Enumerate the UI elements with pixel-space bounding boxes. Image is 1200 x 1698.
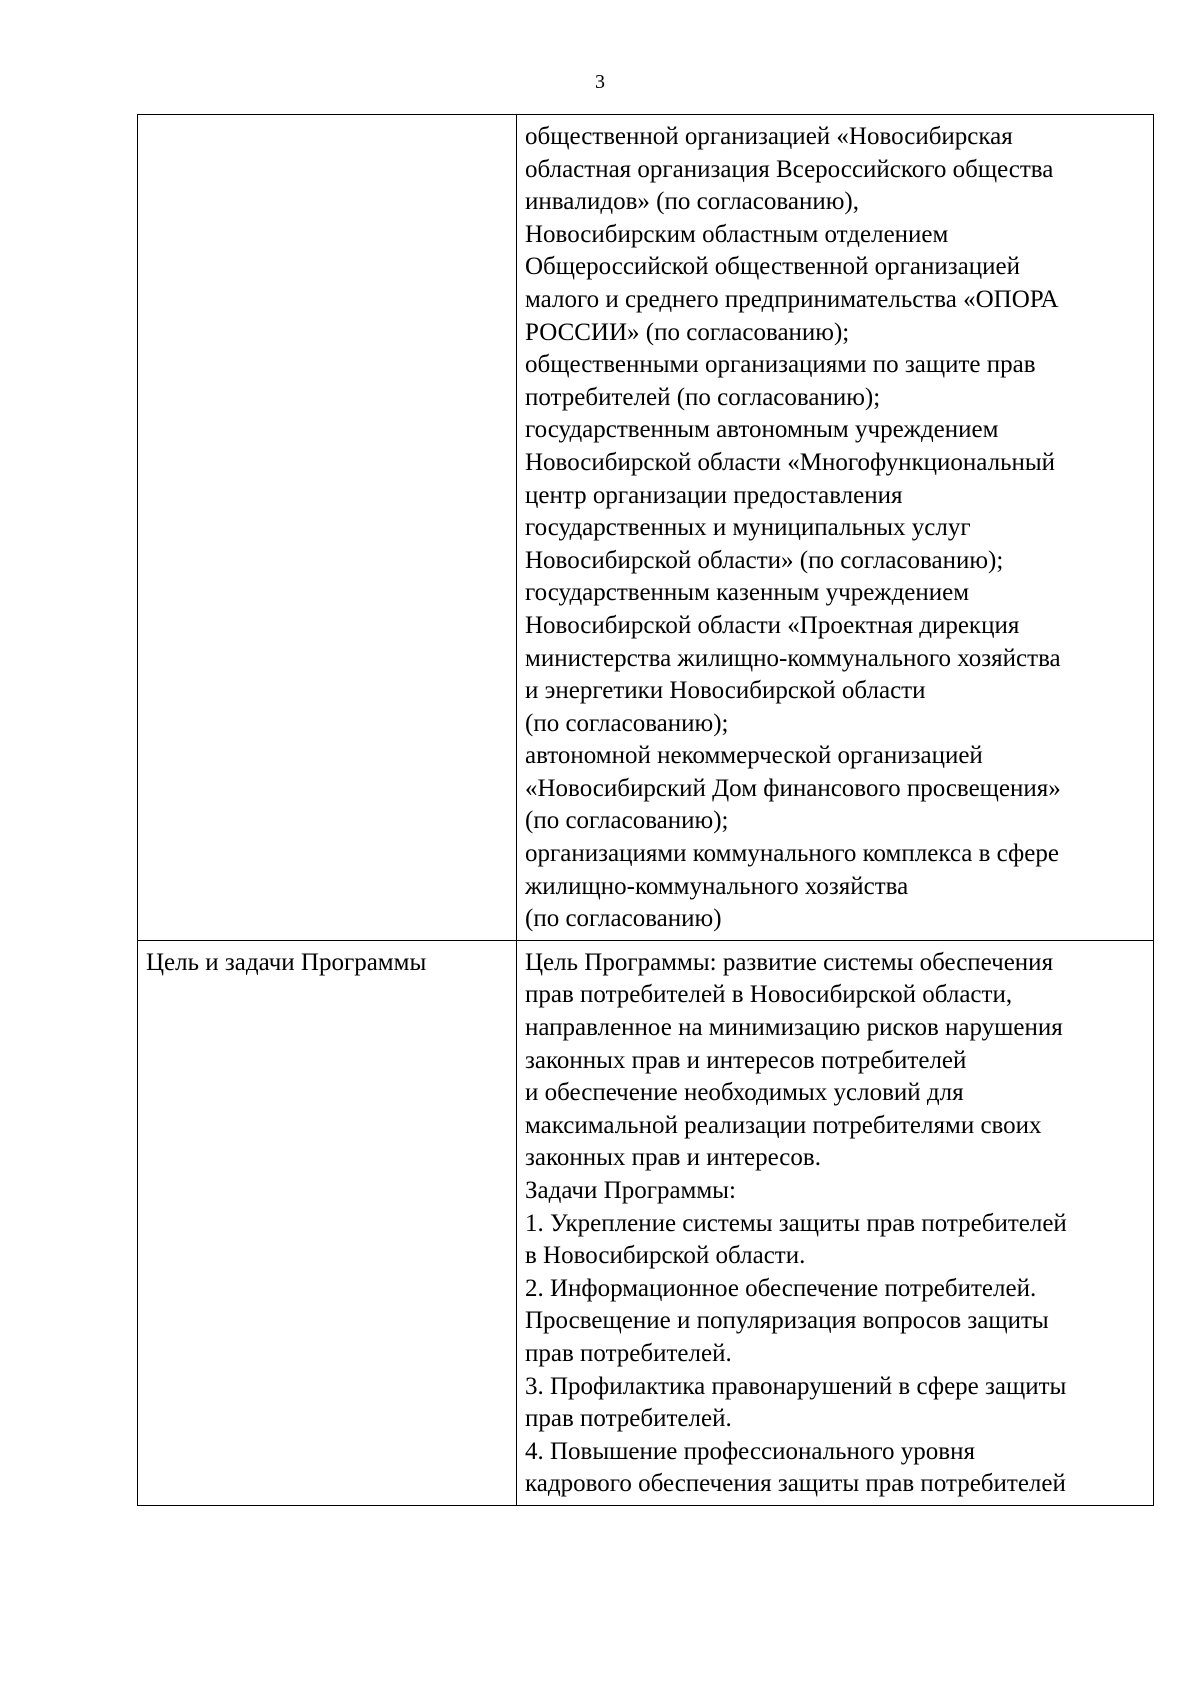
content-line: Просвещение и популяризация вопросов защиты: [525, 1307, 1049, 1335]
content-line: «Новосибирский Дом финансового просвещения»: [525, 774, 1061, 802]
content-line: 1. Укрепление системы защиты прав потребителей: [525, 1209, 1067, 1237]
content-line: 4. Повышение профессионального уровня: [525, 1437, 975, 1465]
row-content-cell: [517, 940, 1154, 1505]
program-passport-table: [137, 114, 1154, 1506]
content-line: жилищно-коммунального хозяйства: [525, 872, 909, 900]
content-line: общественной организацией «Новосибирская: [525, 123, 1013, 150]
content-line: РОССИИ» (по согласованию);: [525, 318, 850, 346]
content-line: максимальной реализации потребителями своих: [525, 1111, 1042, 1139]
page-number: 3: [595, 71, 605, 93]
content-line: прав потребителей в Новосибирской области,: [525, 981, 1013, 1009]
content-line: организациями коммунального комплекса в сфере: [525, 840, 1059, 868]
content-line: 2. Информационное обеспечение потребителей.: [525, 1274, 1037, 1302]
content-line: Новосибирским областным отделением: [525, 220, 949, 248]
content-line: потребителей (по согласованию);: [525, 383, 881, 411]
content-line: Общероссийской общественной организацией: [525, 253, 1020, 281]
content-line: инвалидов» (по согласованию),: [525, 188, 859, 216]
content-line: Новосибирской области «Проектная дирекция: [525, 611, 1020, 639]
content-line: в Новосибирской области.: [525, 1242, 806, 1270]
content-line: областная организация Всероссийского общества: [525, 155, 1054, 183]
content-line: Задачи Программы:: [525, 1177, 736, 1204]
content-line: министерства жилищно-коммунального хозяйства: [525, 644, 1061, 672]
content-line: государственных и муниципальных услуг: [525, 514, 971, 542]
content-line: (по согласованию);: [525, 709, 729, 737]
content-line: и обеспечение необходимых условий для: [525, 1079, 964, 1107]
content-line: и энергетики Новосибирской области: [525, 677, 926, 705]
table-row-participants: [138, 115, 1154, 941]
content-line: прав потребителей.: [525, 1405, 732, 1433]
row-label-cell: [138, 940, 517, 1505]
row-content-cell: [517, 115, 1154, 941]
content-line: (по согласованию): [525, 905, 722, 933]
table-row-goal-and-tasks: [138, 940, 1154, 1505]
content-line: центр организации предоставления: [525, 481, 903, 509]
content-line: Цель Программы: развитие системы обеспечения: [525, 948, 1054, 976]
row-label-cell: [138, 115, 517, 941]
content-line: государственным автономным учреждением: [525, 416, 999, 444]
content-line: Новосибирской области» (по согласованию);: [525, 546, 1004, 574]
content-line: законных прав и интересов потребителей: [525, 1046, 967, 1074]
content-line: кадрового обеспечения защиты прав потребителей: [525, 1470, 1066, 1498]
content-line: Новосибирской области «Многофункциональный: [525, 448, 1056, 476]
row-label: Цель и задачи Программы: [146, 948, 427, 976]
content-line: (по согласованию);: [525, 807, 729, 835]
content-line: направленное на минимизацию рисков нарушения: [525, 1014, 1063, 1042]
content-line: государственным казенным учреждением: [525, 579, 970, 607]
content-line: автономной некоммерческой организацией: [525, 742, 983, 770]
content-line: общественными организациями по защите прав: [525, 351, 1036, 379]
content-line: малого и среднего предпринимательства «ОПОРА: [525, 285, 1059, 313]
content-line: 3. Профилактика правонарушений в сфере защиты: [525, 1372, 1067, 1400]
content-line: прав потребителей.: [525, 1339, 732, 1367]
content-line: законных прав и интересов.: [525, 1144, 821, 1172]
